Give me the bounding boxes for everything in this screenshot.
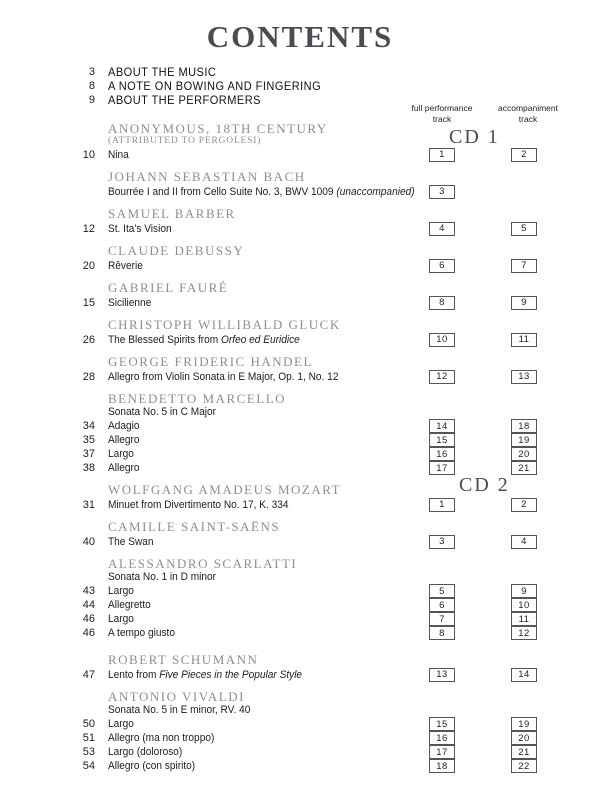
front-matter-title: ABOUT THE MUSIC [108,65,217,79]
piece-page-number: 20 [82,259,95,272]
cd1-label: CD 1 [449,126,500,148]
full-performance-track-number: 18 [429,759,455,773]
composer-name: GEORGE FRIDERIC HANDEL [108,354,313,369]
section-gluck [0,318,600,347]
piece-page-number: 44 [82,599,95,611]
full-performance-track-number: 1 [429,498,455,512]
piece-page-number: 35 [82,434,95,446]
full-performance-track-number: 1 [429,148,455,162]
accompaniment-label-line1: accompaniment [497,103,558,113]
full-performance-track-number: 4 [429,222,455,236]
piece-page-number: 46 [82,627,95,639]
piece-page-number: 37 [82,448,95,460]
piece-title: Allegro (con spirito) [108,760,196,772]
front-matter-row [0,93,600,107]
piece-title: Rêverie [108,259,143,272]
accompaniment-track-number: 2 [511,148,537,162]
piece-row [0,497,600,512]
piece-row [0,184,600,199]
accompaniment-track-number: 11 [511,612,537,626]
accompaniment-track-number: 9 [511,296,537,310]
piece-title: Allegro (ma non troppo) [108,732,215,744]
piece-page-number: 12 [82,222,95,235]
front-matter-row [0,65,600,79]
composer-name: WOLFGANG AMADEUS MOZART [108,482,342,497]
accompaniment-track-number: 2 [511,498,537,512]
piece-row [0,258,600,273]
piece-row [0,369,600,384]
front-matter-title: ABOUT THE PERFORMERS [108,93,261,107]
full-performance-track-number: 16 [429,731,455,745]
section-barber [0,207,600,236]
piece-title: Allegro [108,462,140,474]
composer-name: CAMILLE SAINT-SAËNS [108,519,281,534]
piece-title: Nina [108,148,129,161]
composer-name: CLAUDE DEBUSSY [108,243,245,258]
accompaniment-track-number: 21 [511,461,537,475]
accompaniment-track-number: 13 [511,370,537,384]
full-performance-track-number: 3 [429,535,455,549]
accompaniment-track-number: 20 [511,447,537,461]
piece-title: Largo [108,448,134,460]
piece-page-number: 51 [82,732,95,744]
full-performance-track-number: 3 [429,185,455,199]
piece-row [0,759,600,773]
composer-name: BENEDETTO MARCELLO [108,391,287,406]
accompaniment-track-number: 19 [511,717,537,731]
accompaniment-label-line2: track [518,113,538,124]
accompaniment-track-number: 4 [511,535,537,549]
work-subtitle: Sonata No. 5 in C Major [108,406,216,418]
front-matter-title: A NOTE ON BOWING AND FINGERING [108,79,322,93]
piece-page-number: 38 [82,462,95,474]
piece-page-number: 46 [82,613,95,625]
accompaniment-track-number: 12 [511,626,537,640]
page-title: CONTENTS [206,19,394,54]
piece-page-number: 15 [82,296,95,309]
piece-row [0,598,600,612]
piece-page-number: 43 [82,585,95,597]
composer-name: ANONYMOUS, 18TH CENTURY [108,121,328,136]
full-performance-track-number: 15 [429,717,455,731]
accompaniment-track-number: 18 [511,419,537,433]
piece-row [0,667,600,682]
piece-page-number: 26 [82,333,95,346]
full-performance-track-number: 8 [429,626,455,640]
piece-title: Allegro [108,434,140,446]
piece-row [0,745,600,759]
full-performance-track-number: 17 [429,745,455,759]
piece-page-number: 31 [82,498,95,511]
piece-title: Largo [108,613,134,625]
piece-page-number: 54 [82,760,95,772]
full-performance-track-number: 10 [429,333,455,347]
piece-page-number: 28 [82,370,95,383]
piece-row [0,332,600,347]
cd2-label: CD 2 [459,474,510,496]
section-marcello [0,392,600,475]
piece-row [0,147,600,162]
full-performance-track-number: 5 [429,584,455,598]
piece-title: Lento from Five Pieces in the Popular Style [108,668,303,681]
piece-row [0,295,600,310]
accompaniment-track-number: 5 [511,222,537,236]
section-bach [0,170,600,199]
section-handel [0,355,600,384]
composer-name: ALESSANDRO SCARLATTI [108,556,298,571]
accompaniment-track-number: 14 [511,668,537,682]
accompaniment-track-number: 19 [511,433,537,447]
section-faure [0,281,600,310]
piece-row [0,612,600,626]
piece-page-number: 53 [82,746,95,758]
piece-page-number: 40 [82,535,95,548]
section-schumann [0,653,600,682]
composer-name: ROBERT SCHUMANN [108,652,259,667]
full-performance-track-number: 16 [429,447,455,461]
piece-row [0,626,600,640]
piece-title: St. Ita's Vision [108,222,172,235]
section-scarlatti [0,557,600,640]
piece-page-number: 34 [82,420,95,432]
piece-title: Minuet from Divertimento No. 17, K. 334 [108,498,289,511]
section-debussy [0,244,600,273]
piece-title: A tempo giusto [108,627,175,639]
piece-title: Largo [108,718,134,730]
front-matter-page-number: 8 [88,80,95,92]
piece-title: Sicilienne [108,296,152,309]
accompaniment-track-number: 7 [511,259,537,273]
piece-page-number: 47 [82,668,95,681]
composer-attribution-note: (ATTRIBUTED TO PERGOLESI) [108,136,262,146]
front-matter-page-number: 9 [88,94,95,106]
full-performance-track-number: 15 [429,433,455,447]
accompaniment-track-number: 10 [511,598,537,612]
full-performance-track-number: 8 [429,296,455,310]
full-performance-track-number: 6 [429,259,455,273]
composer-name: ANTONIO VIVALDI [108,689,245,704]
composer-name: CHRISTOPH WILLIBALD GLUCK [108,317,341,332]
work-subtitle: Sonata No. 5 in E minor, RV. 40 [108,704,251,716]
full-performance-track-number: 7 [429,612,455,626]
full-performance-track-number: 6 [429,598,455,612]
accompaniment-track-number: 11 [511,333,537,347]
full-performance-track-number: 14 [429,419,455,433]
piece-title: Bourrée I and II from Cello Suite No. 3, BWV 1009 (unaccompanied) [108,185,415,198]
front-matter-row [0,79,600,93]
piece-page-number: 10 [82,148,95,161]
piece-row [0,717,600,731]
section-saint-saens [0,520,600,549]
accompaniment-track-number: 9 [511,584,537,598]
piece-row [0,221,600,236]
full-performance-track-number: 17 [429,461,455,475]
full-performance-track-number: 12 [429,370,455,384]
piece-row [0,419,600,433]
accompaniment-track-number: 22 [511,759,537,773]
piece-row [0,461,600,475]
piece-title: Allegro from Violin Sonata in E Major, Op. 1, No. 12 [108,370,339,383]
piece-title: The Swan [108,535,154,548]
piece-title: Largo [108,585,134,597]
piece-title: Largo (doloroso) [108,746,183,758]
work-subtitle: Sonata No. 1 in D minor [108,571,216,583]
front-matter-page-number: 3 [88,66,95,78]
accompaniment-track-number: 21 [511,745,537,759]
piece-row [0,534,600,549]
composer-name: JOHANN SEBASTIAN BACH [108,169,306,184]
composer-name: SAMUEL BARBER [108,206,236,221]
piece-row [0,731,600,745]
piece-page-number: 50 [82,718,95,730]
piece-row [0,433,600,447]
full-performance-label-line2: track [432,113,452,124]
accompaniment-track-number: 20 [511,731,537,745]
piece-row [0,447,600,461]
piece-title: Adagio [108,420,140,432]
section-mozart [0,483,600,512]
composer-name: GABRIEL FAURÉ [108,280,229,295]
full-performance-label-line1: full performance [411,103,473,113]
piece-title: Allegretto [108,599,151,611]
front-matter-list [0,65,600,107]
section-anonymous [0,122,600,162]
sections-list [0,122,600,773]
piece-row [0,584,600,598]
piece-title: The Blessed Spirits from Orfeo ed Euridice [108,333,300,346]
section-vivaldi [0,690,600,773]
full-performance-track-number: 13 [429,668,455,682]
